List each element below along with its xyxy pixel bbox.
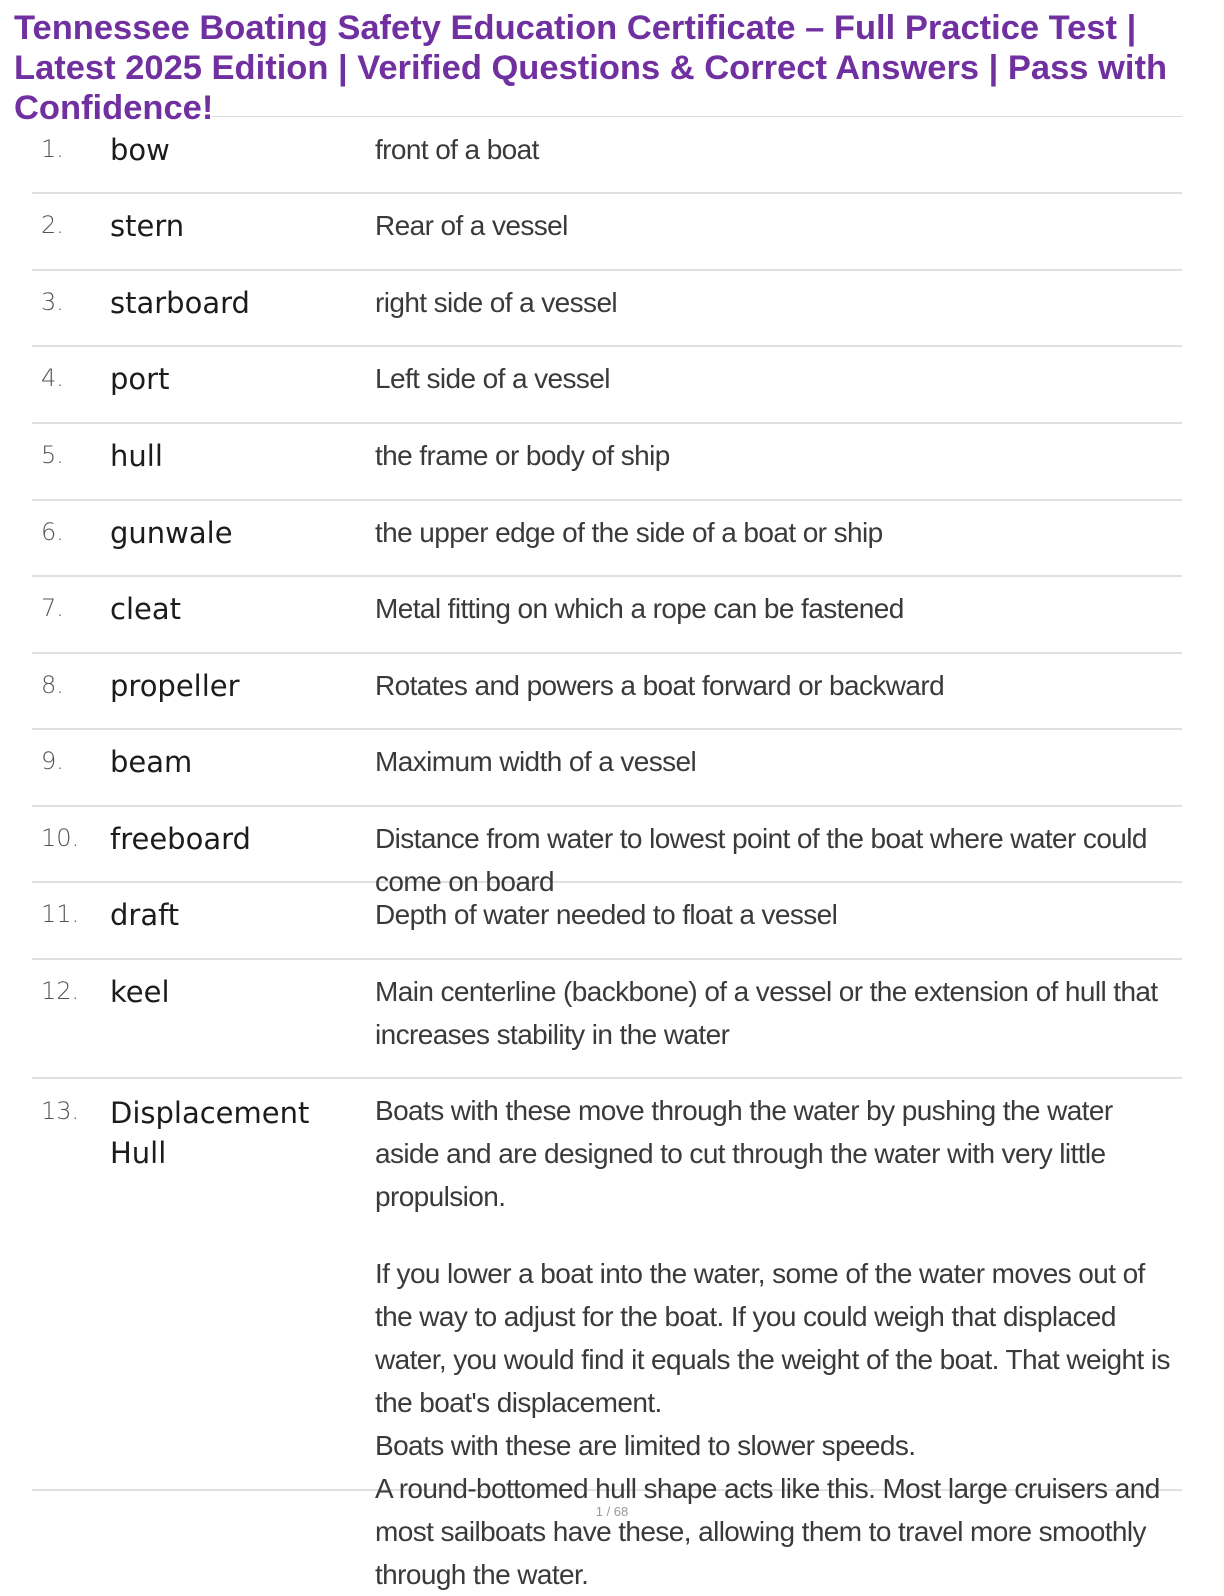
list-item — [32, 501, 1182, 577]
term-definition — [375, 357, 1175, 400]
term-word: beam — [110, 745, 193, 779]
list-item — [32, 194, 1182, 271]
definition-paragraph: right side of a vessel — [375, 287, 618, 318]
definition-paragraph: Left side of a vessel — [375, 363, 610, 394]
definition-paragraph: Distance from water to lowest point of the boat where water could come on board — [375, 823, 1147, 897]
item-number: 5. — [41, 441, 64, 469]
definition-paragraph: Rear of a vessel — [375, 210, 568, 241]
definition-paragraph: Boats with these are limited to slower speeds. — [375, 1430, 916, 1461]
term-word: freeboard — [110, 822, 251, 856]
item-number: 3. — [41, 288, 64, 316]
list-item — [32, 118, 1182, 194]
term-definition — [375, 128, 1175, 171]
term-definition — [375, 893, 1175, 936]
list-item — [32, 424, 1182, 501]
item-number: 10. — [41, 824, 80, 852]
item-number: 11. — [41, 900, 80, 928]
definition-paragraph: Maximum width of a vessel — [375, 746, 697, 777]
term-definition — [375, 204, 1175, 247]
definition-paragraph: Depth of water needed to float a vessel — [375, 899, 838, 930]
term-word: keel — [110, 975, 170, 1009]
title-divider — [212, 116, 1182, 117]
item-number: 1. — [41, 135, 64, 163]
definition-paragraph: the frame or body of ship — [375, 440, 670, 471]
item-number: 7. — [41, 594, 64, 622]
page-number: 1 / 68 — [595, 1504, 629, 1519]
term-word: draft — [110, 898, 180, 932]
term-definition — [375, 664, 1175, 707]
list-item — [32, 347, 1182, 424]
term-definition — [375, 434, 1175, 477]
term-word: stern — [110, 209, 185, 243]
term-definition — [375, 587, 1175, 630]
item-number: 13. — [41, 1097, 80, 1125]
term-word: hull — [110, 439, 163, 473]
document-title: Tennessee Boating Safety Education Certificate – Full Practice Test | Latest 2025 Edition | Verified Questions & Correct Answers | Pass with Confidence! — [14, 9, 1168, 127]
item-number: 9. — [41, 747, 64, 775]
definition-paragraph: front of a boat — [375, 134, 539, 165]
term-word: Displacement Hull — [110, 1096, 310, 1170]
term-definition — [375, 1089, 1175, 1596]
list-item — [32, 577, 1182, 654]
definition-paragraph: Rotates and powers a boat forward or backward — [375, 670, 945, 701]
list-item — [32, 883, 1182, 960]
definition-paragraph: Boats with these move through the water by pushing the water aside and are designed to cut through the water with very little propulsion. — [375, 1095, 1113, 1212]
term-definition — [375, 281, 1175, 324]
item-number: 4. — [41, 364, 64, 392]
list-item — [32, 807, 1182, 897]
term-definition — [375, 511, 1175, 554]
definition-paragraph: If you lower a boat into the water, some of the water moves out of the way to adjust for the boat. If you could weigh that displaced water, you would find it equals the weight of the boat. That weight is the boat's displacement. — [375, 1258, 1170, 1418]
item-number: 6. — [41, 518, 64, 546]
list-item — [32, 654, 1182, 730]
term-definition — [375, 740, 1175, 783]
term-word: port — [110, 362, 170, 396]
list-item — [32, 271, 1182, 347]
term-word: gunwale — [110, 516, 233, 550]
definition-paragraph: Metal fitting on which a rope can be fastened — [375, 593, 904, 624]
term-word: cleat — [110, 592, 181, 626]
definition-paragraph: the upper edge of the side of a boat or ship — [375, 517, 883, 548]
item-number: 12. — [41, 977, 80, 1005]
term-definition — [375, 970, 1175, 1056]
term-word: starboard — [110, 286, 250, 320]
list-item — [32, 960, 1182, 1079]
definition-paragraph: Main centerline (backbone) of a vessel or the extension of hull that increases stability in the water — [375, 976, 1158, 1050]
list-item — [32, 730, 1182, 807]
definition-paragraph: A round-bottomed hull shape acts like this. Most large cruisers and most sailboats have these, allowing them to travel more smoothly through the water. — [375, 1473, 1160, 1590]
paragraph-gap — [375, 1218, 1175, 1252]
item-number: 8. — [41, 671, 64, 699]
term-word: propeller — [110, 669, 240, 703]
term-word: bow — [110, 133, 170, 167]
item-number: 2. — [41, 211, 64, 239]
